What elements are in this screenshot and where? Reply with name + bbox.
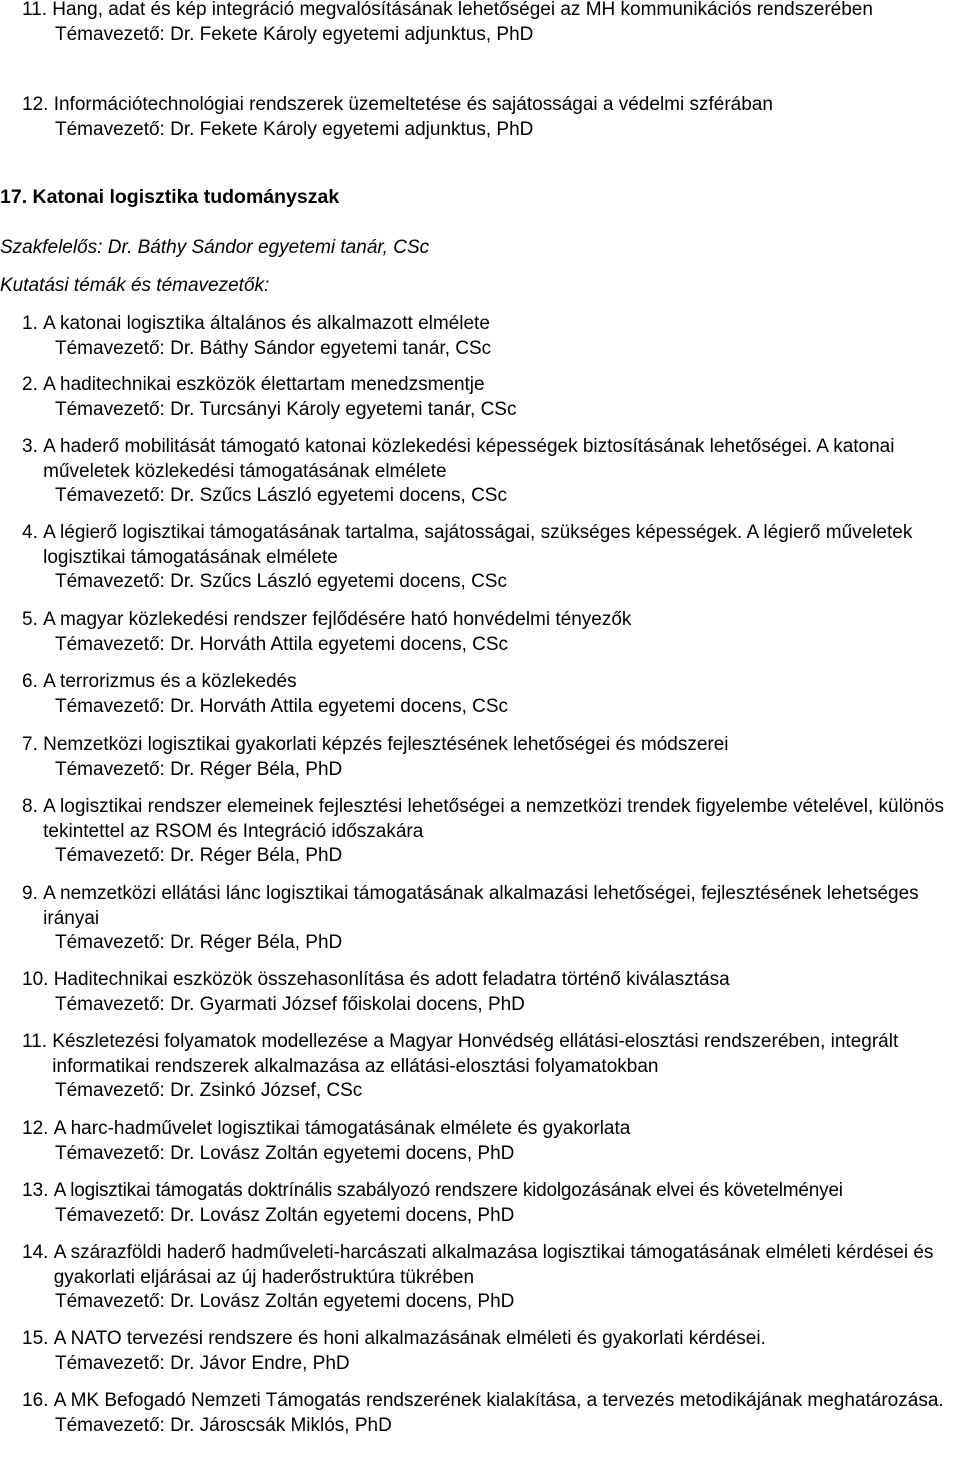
item-number: 10.	[22, 969, 49, 990]
item-supervisor: Témavezető: Dr. Fekete Károly egyetemi adjunktus, PhD	[55, 23, 534, 45]
item-supervisor: Témavezető: Dr. Lovász Zoltán egyetemi docens, PhD	[55, 1142, 515, 1164]
item-number: 4.	[22, 522, 38, 543]
item-number: 16.	[22, 1390, 49, 1411]
section-title: 17. Katonai logisztika tudományszak	[0, 186, 340, 208]
item-number: 6.	[22, 671, 38, 692]
item-supervisor: Témavezető: Dr. Réger Béla, PhD	[55, 932, 343, 953]
item-number: 11.	[22, 1031, 48, 1052]
item-title: A haditechnikai eszközök élettartam menedzsmentje	[43, 374, 485, 395]
item-number: 11.	[22, 0, 48, 20]
item-title: Készletezési folyamatok modellezése a Magyar Honvédség ellátási-elosztási rendszerében, integrált informatikai rendszerek alkalmazása az ellátási-elosztási folyamatokban	[52, 1031, 899, 1077]
item-title: Haditechnikai eszközök összehasonlítása és adott feladatra történő kiválasztása	[53, 969, 730, 990]
item-title: A nemzetközi ellátási lánc logisztikai támogatásának alkalmazási lehetőségei, fejlesztésének lehetséges irányai	[43, 883, 919, 929]
item-number: 13.	[22, 1180, 49, 1201]
item-number: 2.	[22, 374, 38, 395]
item-supervisor: Témavezető: Dr. Zsinkó József, CSc	[55, 1080, 363, 1101]
item-supervisor: Témavezető: Dr. Jároscsák Miklós, PhD	[55, 1414, 392, 1436]
item-title: A haderő mobilitását támogató katonai közlekedési képességek biztosításának lehetőségei. A katonai műveletek közlekedési támogatásának elmélete	[43, 436, 895, 482]
item-supervisor: Témavezető: Dr. Fekete Károly egyetemi adjunktus, PhD	[55, 118, 534, 140]
item-number: 7.	[22, 734, 38, 755]
list-item	[22, 521, 960, 595]
section-topics-label: Kutatási témák és témavezetők:	[0, 275, 270, 296]
item-title: A magyar közlekedési rendszer fejlődésére ható honvédelmi tényezők	[43, 609, 632, 630]
list-item	[22, 1179, 960, 1228]
item-supervisor: Témavezető: Dr. Réger Béla, PhD	[55, 758, 343, 780]
item-number: 12.	[22, 94, 49, 115]
list-item	[22, 733, 960, 782]
item-title: A harc-hadművelet logisztikai támogatásának elmélete és gyakorlata	[53, 1118, 631, 1139]
list-item	[22, 670, 960, 719]
list-item	[22, 1030, 960, 1104]
item-supervisor: Témavezető: Dr. Horváth Attila egyetemi docens, CSc	[55, 633, 509, 655]
item-title: A terrorizmus és a közlekedés	[43, 671, 297, 692]
list-item	[22, 1327, 960, 1376]
item-supervisor: Témavezető: Dr. Réger Béla, PhD	[55, 845, 343, 866]
item-supervisor: Témavezető: Dr. Turcsányi Károly egyetemi tanár, CSc	[55, 398, 517, 420]
list-item	[22, 882, 960, 956]
item-title: A logisztikai rendszer elemeinek fejlesztési lehetőségei a nemzetközi trendek figyelembe vételével, különös tekintettel az RSOM és Integráció időszakára	[43, 796, 945, 842]
item-number: 1.	[22, 313, 38, 334]
list-item	[22, 0, 960, 47]
item-number: 3.	[22, 436, 38, 457]
list-item	[22, 608, 960, 657]
item-title: A légierő logisztikai támogatásának tartalma, sajátosságai, szükséges képességek. A légierő műveletek logisztikai támogatásának elmélete	[43, 522, 913, 568]
item-number: 12.	[22, 1118, 49, 1139]
section-responsible: Szakfelelős: Dr. Báthy Sándor egyetemi tanár, CSc	[0, 237, 430, 258]
item-supervisor: Témavezető: Dr. Szűcs László egyetemi docens, CSc	[55, 571, 507, 592]
item-number: 8.	[22, 796, 38, 817]
item-number: 5.	[22, 609, 38, 630]
item-supervisor: Témavezető: Dr. Lovász Zoltán egyetemi docens, PhD	[55, 1204, 515, 1226]
list-item	[22, 312, 960, 361]
item-title: A szárazföldi haderő hadműveleti-harcászati alkalmazása logisztikai támogatásának elméleti kérdései és gyakorlati eljárásai az új haderőstruktúra tükrében	[53, 1242, 934, 1288]
item-number: 14.	[22, 1242, 49, 1263]
item-title: Nemzetközi logisztikai gyakorlati képzés fejlesztésének lehetőségei és módszerei	[43, 734, 729, 755]
item-number: 9.	[22, 883, 38, 904]
item-title: A NATO tervezési rendszere és honi alkalmazásának elméleti és gyakorlati kérdései.	[53, 1328, 766, 1349]
item-title: Információtechnológiai rendszerek üzemeltetése és sajátosságai a védelmi szférában	[53, 94, 773, 115]
list-item	[22, 1117, 960, 1166]
item-title: A MK Befogadó Nemzeti Támogatás rendszerének kialakítása, a tervezés metodikájának meghatározása.	[53, 1390, 944, 1411]
list-item	[22, 1241, 960, 1315]
item-supervisor: Témavezető: Dr. Lovász Zoltán egyetemi docens, PhD	[55, 1291, 515, 1312]
item-title: Hang, adat és kép integráció megvalósításának lehetőségei az MH kommunikációs rendszerében	[52, 0, 873, 20]
list-item	[22, 93, 960, 142]
item-supervisor: Témavezető: Dr. Jávor Endre, PhD	[55, 1352, 350, 1374]
list-item	[22, 795, 960, 869]
item-title: A logisztikai támogatás doktrínális szabályozó rendszere kidolgozásának elvei és követelményei	[53, 1180, 843, 1201]
item-title: A katonai logisztika általános és alkalmazott elmélete	[43, 313, 490, 334]
item-supervisor: Témavezető: Dr. Gyarmati József főiskolai docens, PhD	[55, 993, 525, 1015]
item-supervisor: Témavezető: Dr. Szűcs László egyetemi docens, CSc	[55, 485, 507, 506]
item-supervisor: Témavezető: Dr. Báthy Sándor egyetemi tanár, CSc	[55, 337, 492, 359]
list-item	[22, 968, 960, 1017]
list-item	[22, 1389, 960, 1438]
list-item	[22, 373, 960, 422]
list-item	[22, 435, 960, 509]
item-supervisor: Témavezető: Dr. Horváth Attila egyetemi docens, CSc	[55, 695, 509, 717]
item-number: 15.	[22, 1328, 49, 1349]
